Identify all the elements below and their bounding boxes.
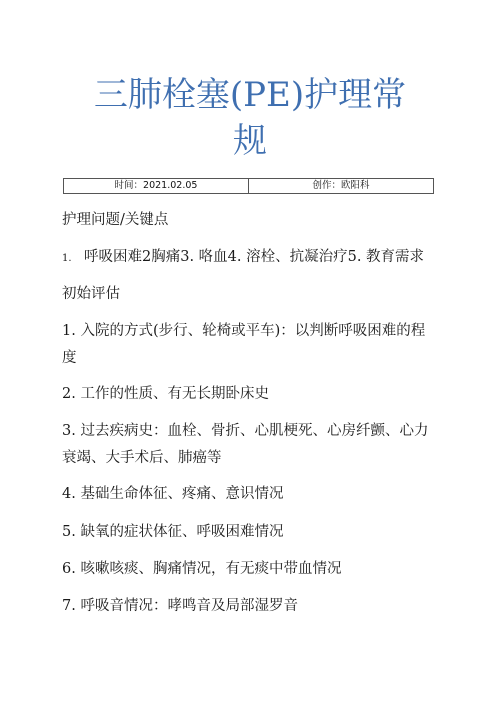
assessment-item-6: 6. 咳嗽咳痰、胸痛情况，有无痰中带血情况 xyxy=(62,561,342,577)
document-title xyxy=(0,72,500,164)
problem-list-text: 呼吸困难2胸痛3. 咯血4. 溶栓、抗凝治疗5. 教育需求 xyxy=(84,249,425,265)
assessment-item-3: 3. 过去疾病史：血栓、骨折、心肌梗死、心房纤颤、心力衰竭、大手术后、肺癌等 xyxy=(62,423,429,466)
assessment-item-7: 7. 呼吸音情况：哮鸣音及局部湿罗音 xyxy=(62,598,298,614)
problem-list-item xyxy=(62,244,442,272)
assessment-item-4: 4. 基础生命体征、疼痛、意识情况 xyxy=(62,486,284,502)
meta-table xyxy=(63,178,434,194)
title-line-2: 规 xyxy=(233,121,267,161)
meta-time: 时间：2021.02.05 xyxy=(114,180,198,191)
assessment-item-2: 2. 工作的性质、有无长期卧床史 xyxy=(62,386,269,402)
meta-author: 创作：欧阳科 xyxy=(248,179,433,193)
assessment-item-1: 1. 入院的方式(步行、轮椅或平车)：以判断呼吸困难的程度 xyxy=(62,323,426,366)
heading-problems: 护理问题/关键点 xyxy=(62,212,169,228)
problem-list-number: 1. xyxy=(62,253,72,264)
assessment-item-5: 5. 缺氧的症状体征、呼吸困难情况 xyxy=(62,524,284,540)
title-line-1: 三肺栓塞(PE)护理常 xyxy=(93,75,407,115)
heading-assessment: 初始评估 xyxy=(62,286,120,302)
